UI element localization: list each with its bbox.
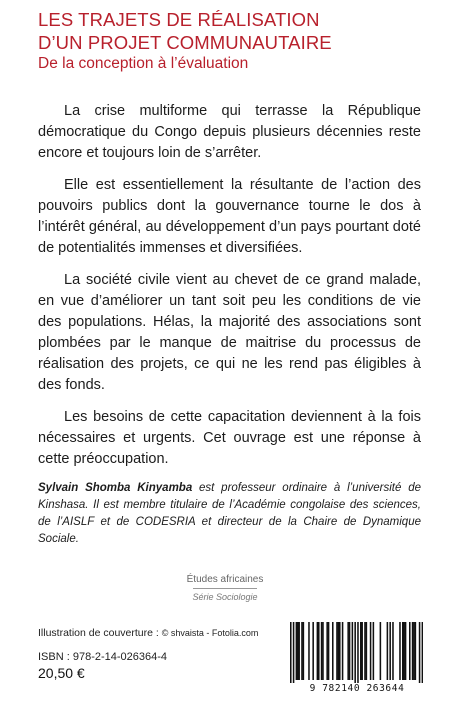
collection-name: Études africaines — [186, 574, 264, 585]
barcode-bar — [338, 622, 340, 680]
barcode-bar — [352, 622, 354, 680]
barcode-bar — [321, 622, 323, 680]
barcode-bar — [298, 622, 300, 680]
barcode-bar — [301, 622, 303, 680]
barcode-bar — [290, 622, 292, 688]
barcode-bar — [373, 622, 375, 680]
barcode-bar — [389, 622, 391, 680]
barcode-bar — [415, 622, 417, 680]
barcode-bar — [328, 622, 330, 680]
blurb-paragraph: La crise multiforme qui terrasse la République démocratique du Congo depuis plusieurs décennies reste encore et toujours loin de s’arrêter. — [38, 103, 421, 161]
barcode-bar — [312, 622, 314, 680]
barcode-bar — [403, 622, 405, 680]
author-name: Sylvain Shomba Kinyamba — [38, 482, 193, 494]
barcode-bar — [297, 622, 299, 680]
barcode-bar — [399, 622, 401, 680]
barcode-bar — [318, 622, 320, 680]
author-bio — [38, 480, 421, 548]
barcode-bar — [412, 622, 414, 680]
barcode-bar — [303, 622, 305, 680]
blurb — [38, 101, 421, 481]
barcode-bar — [354, 622, 356, 688]
blurb-paragraph: Les besoins de cette capacitation deviennent à la fois nécessaires et urgents. Cet ouvrage est une réponse à cette préoccupation. — [38, 409, 421, 467]
barcode-bar — [422, 622, 423, 688]
illustration-credit — [38, 627, 258, 639]
barcode-bar — [361, 622, 363, 680]
collection-divider — [193, 588, 257, 589]
isbn: ISBN : 978-2-14-026364-4 — [38, 651, 168, 663]
barcode-bar — [357, 622, 359, 688]
barcode-bar — [405, 622, 407, 680]
barcode-bar — [370, 622, 372, 680]
barcode-bar — [308, 622, 310, 680]
barcode-bar — [419, 622, 421, 688]
blurb-paragraph: La société civile vient au chevet de ce grand malade, en vue d’améliorer un tant soit peu les conditions de vie des populations. Hélas, la majorité des associations sont plombées par le manque de maitrise du processus de réalisation des projets, ce qui ne les rend pas éligibles à des fonds. — [38, 272, 421, 393]
barcode-bar — [366, 622, 368, 680]
barcode-bar — [322, 622, 324, 680]
collection-series: Série Sociologie — [192, 592, 258, 602]
book-title-line-1: LES TRAJETS DE RÉALISATION — [38, 9, 320, 30]
barcode-bar — [380, 622, 382, 680]
book-title-line-2: D’UN PROJET COMMUNAUTAIRE — [38, 32, 332, 53]
barcode-bar — [293, 622, 295, 688]
illustration-label: Illustration de couverture : — [38, 627, 162, 639]
price: 20,50 € — [38, 665, 85, 681]
blurb-paragraph: Elle est essentiellement la résultante de l’action des pouvoirs publics dont la gouvernance tourne le dos à l’intérêt général, au développement d’un pays pourtant doté de potentialités immenses et diversifiées. — [38, 177, 421, 256]
book-subtitle: De la conception à l’évaluation — [38, 55, 249, 72]
book-title — [38, 8, 428, 54]
barcode — [290, 622, 423, 688]
barcode-graphic — [290, 622, 423, 688]
barcode-bar — [409, 622, 411, 680]
barcode-bar — [339, 622, 341, 680]
barcode-bar — [336, 622, 338, 680]
illustration-source: © shvaista - Fotolia.com — [161, 628, 259, 638]
barcode-bar — [413, 622, 415, 680]
barcode-bar — [360, 622, 362, 680]
barcode-bar — [364, 622, 366, 680]
barcode-bar — [332, 622, 334, 680]
collection-info — [0, 573, 450, 604]
author-bio-text: est professeur ordinaire à l’université de Kinshasa. Il est membre titulaire de l’Académie congolaise des sciences, de l’AISLF et de CODESRIA et directeur de la Chaire de Dynamique Sociale. — [38, 482, 421, 545]
barcode-digits: 9 782140 263644 — [284, 683, 430, 694]
barcode-bar — [317, 622, 319, 680]
barcode-bar — [402, 622, 404, 680]
barcode-bar — [349, 622, 351, 680]
barcode-bar — [296, 622, 298, 680]
barcode-bar — [342, 622, 344, 680]
barcode-bar — [347, 622, 349, 680]
barcode-bar — [387, 622, 389, 680]
barcode-bar — [392, 622, 394, 680]
barcode-bar — [326, 622, 328, 680]
